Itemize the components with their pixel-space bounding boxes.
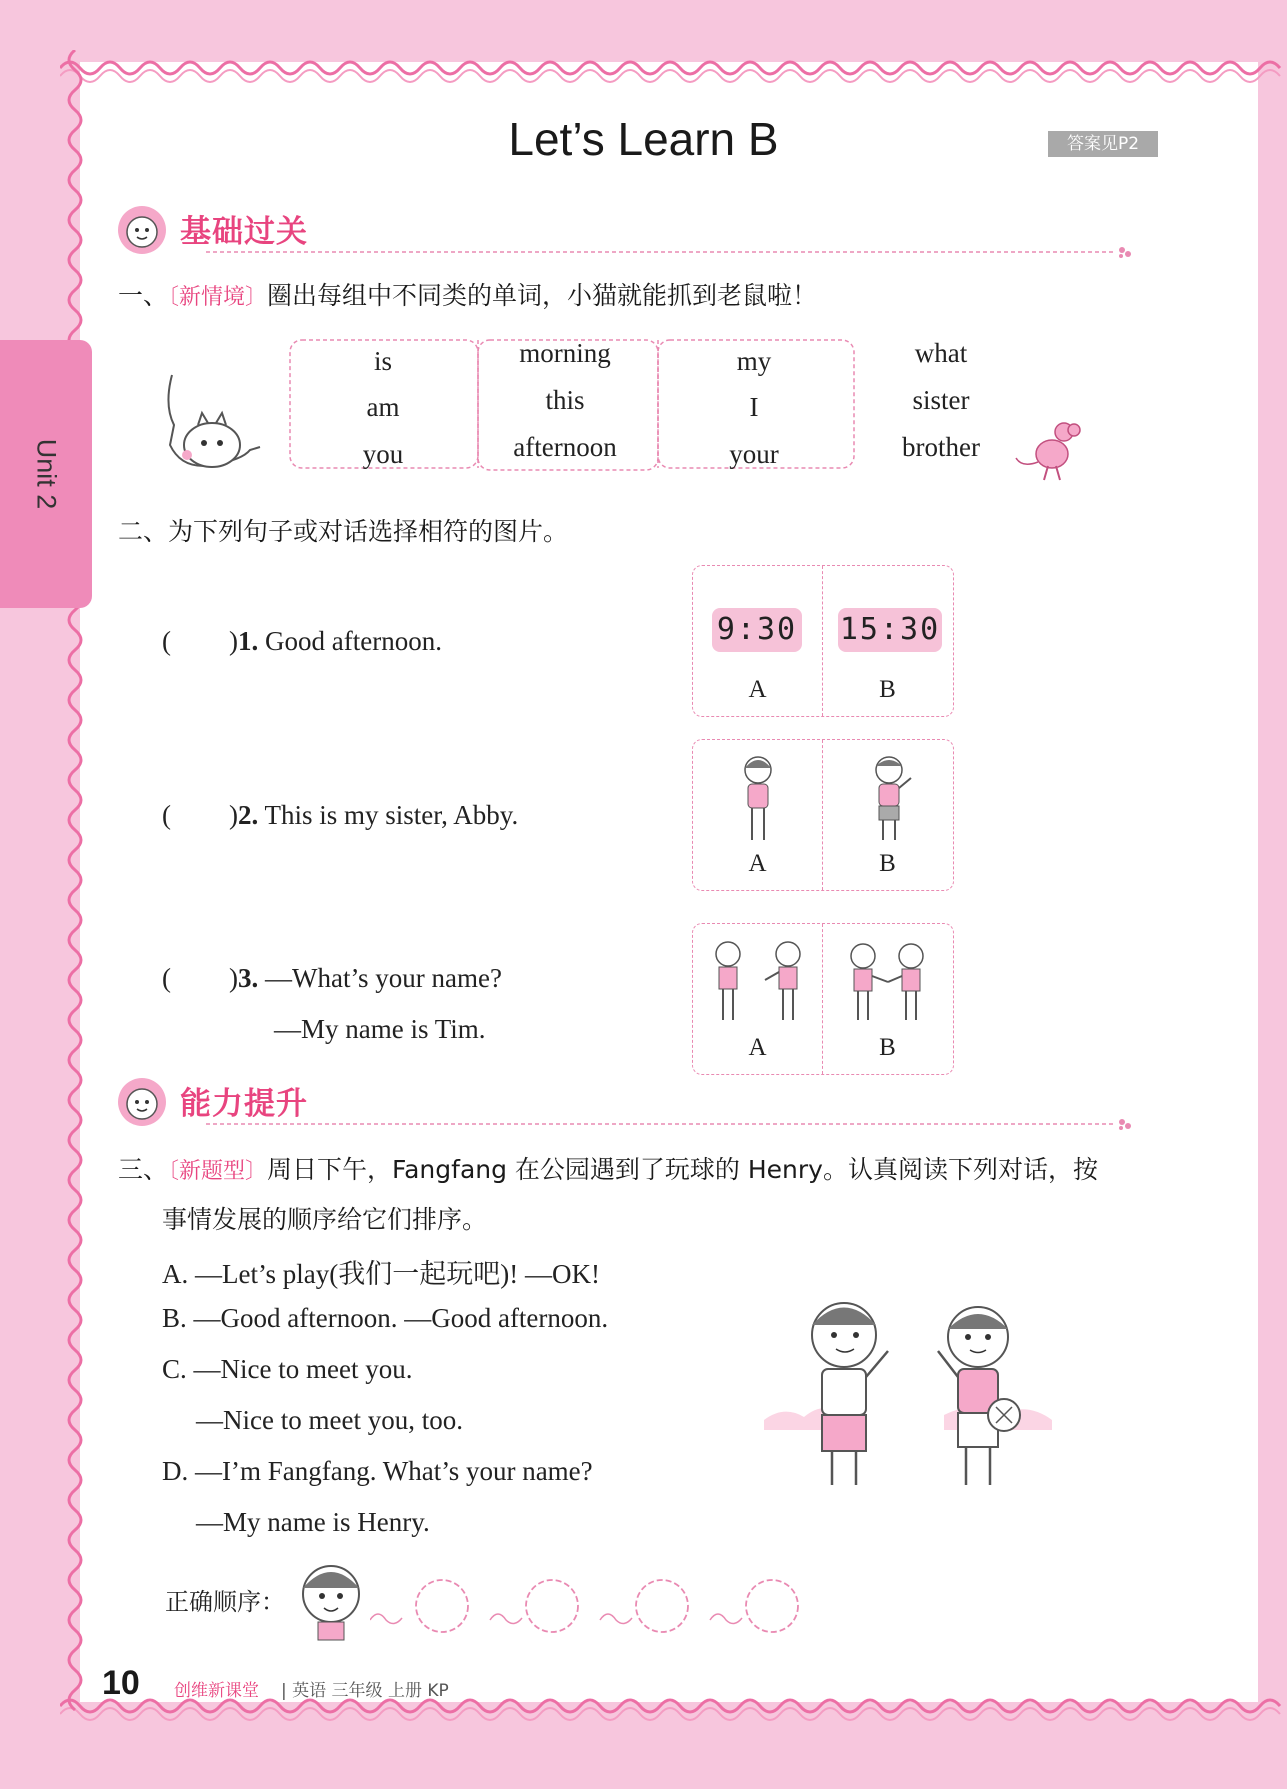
question-tag: 〔新题型〕 bbox=[168, 1159, 268, 1184]
answer-paren-open: ( bbox=[162, 800, 171, 830]
question-instruction: 圈出每组中不同类的单词，小猫就能抓到老鼠啦！ bbox=[267, 281, 818, 310]
question-3-instruction-line-2: 事情发展的顺序给它们排序。 bbox=[162, 1205, 488, 1234]
answer-paren-close: ) bbox=[229, 626, 238, 656]
page-title: Let’s Learn B bbox=[508, 113, 779, 165]
question-2-item-1 bbox=[162, 626, 442, 657]
decorative-top-border bbox=[60, 48, 1287, 88]
option-b-label[interactable]: B bbox=[879, 1034, 896, 1061]
dialogue-option-b: B. —Good afternoon. —Good afternoon. bbox=[162, 1303, 609, 1333]
option-b-label[interactable]: B bbox=[879, 850, 896, 877]
item-number: 1. bbox=[238, 626, 259, 656]
item-text: —What’s your name? bbox=[258, 963, 502, 993]
word-option[interactable]: this bbox=[545, 385, 585, 415]
word-group-3 bbox=[659, 340, 849, 470]
order-slot-4[interactable] bbox=[746, 1580, 798, 1632]
correct-order-label: 正确顺序： bbox=[165, 1588, 285, 1616]
fangfang-henry-illustration bbox=[764, 1285, 1054, 1500]
word-option[interactable]: afternoon bbox=[513, 432, 617, 462]
clock-display-b: 15:30 bbox=[838, 608, 942, 652]
question-2-item-3-line-2: —My name is Tim. bbox=[274, 1014, 486, 1044]
answer-paren-close: ) bbox=[229, 800, 238, 830]
picture-choice-3 bbox=[692, 923, 954, 1075]
word-option[interactable]: what bbox=[914, 338, 968, 368]
section-title-basics: 基础过关 bbox=[180, 214, 308, 250]
question-tag: 〔新情境〕 bbox=[168, 285, 268, 310]
item-number: 3. bbox=[238, 963, 259, 993]
section-divider bbox=[116, 1116, 1136, 1132]
item-text: This is my sister, Abby. bbox=[258, 800, 519, 830]
word-option[interactable]: am bbox=[366, 392, 400, 422]
question-2-heading bbox=[118, 512, 568, 548]
question-2-item-3 bbox=[162, 963, 502, 994]
word-option[interactable]: I bbox=[749, 392, 759, 422]
word-option[interactable]: brother bbox=[902, 432, 980, 462]
footer-book-info: | 英语 三年级 上册 KP bbox=[281, 1681, 449, 1701]
clock-display-a: 9:30 bbox=[712, 608, 802, 652]
question-number: 二、 bbox=[118, 517, 169, 546]
word-option[interactable]: morning bbox=[519, 338, 611, 368]
section-header-basics bbox=[116, 200, 1161, 260]
boy-illustration bbox=[861, 752, 917, 848]
option-a-label[interactable]: A bbox=[748, 1034, 767, 1061]
footer-brand: 创维新课堂 bbox=[174, 1681, 259, 1701]
answer-paren-open: ( bbox=[162, 626, 171, 656]
section-header-advanced bbox=[116, 1072, 1161, 1132]
picture-choice-1 bbox=[692, 565, 954, 717]
page-number: 10 bbox=[102, 1664, 140, 1702]
question-number: 三、 bbox=[118, 1155, 169, 1184]
girls-shaking-hands-illustration bbox=[833, 936, 943, 1032]
question-3-heading bbox=[118, 1150, 1098, 1186]
word-option[interactable]: my bbox=[736, 346, 772, 376]
question-1-heading bbox=[118, 276, 817, 312]
word-group-2 bbox=[470, 332, 660, 462]
dialogue-option-a: A. —Let’s play(我们一起玩吧)! —OK! bbox=[162, 1259, 600, 1289]
decorative-left-border bbox=[55, 50, 95, 1720]
unit-tab-label: Unit 2 bbox=[31, 438, 62, 510]
word-group-1 bbox=[288, 340, 478, 470]
girl-boy-talking-illustration bbox=[703, 936, 813, 1032]
item-text: Good afternoon. bbox=[258, 626, 442, 656]
option-a-label[interactable]: A bbox=[748, 850, 767, 877]
section-divider bbox=[116, 244, 1136, 260]
option-b-label[interactable]: B bbox=[879, 676, 896, 703]
cat-illustration bbox=[152, 365, 264, 480]
dialogue-option-c-line-2: —Nice to meet you, too. bbox=[196, 1405, 463, 1435]
answer-paren-close: ) bbox=[229, 963, 238, 993]
answer-reference-badge: 答案见P2 bbox=[1048, 131, 1158, 157]
answer-paren-open: ( bbox=[162, 963, 171, 993]
girl-illustration bbox=[733, 752, 783, 848]
option-a-label[interactable]: A bbox=[748, 676, 767, 703]
order-slot-3[interactable] bbox=[636, 1580, 688, 1632]
dialogue-option-c: C. —Nice to meet you. bbox=[162, 1354, 413, 1384]
section-title-advanced: 能力提升 bbox=[180, 1086, 308, 1122]
word-option[interactable]: your bbox=[729, 439, 779, 469]
girl-face-icon bbox=[296, 1556, 366, 1642]
item-number: 2. bbox=[238, 800, 259, 830]
dialogue-option-d-line-2: —My name is Henry. bbox=[196, 1507, 430, 1537]
word-option[interactable]: sister bbox=[912, 385, 970, 415]
dialogue-option-d: D. —I’m Fangfang. What’s your name? bbox=[162, 1456, 593, 1486]
order-slot-1[interactable] bbox=[416, 1580, 468, 1632]
question-instruction: 为下列句子或对话选择相符的图片。 bbox=[168, 517, 569, 546]
unit-tab bbox=[0, 340, 92, 608]
question-number: 一、 bbox=[118, 281, 169, 310]
word-group-4 bbox=[846, 332, 1036, 462]
question-2-item-2 bbox=[162, 800, 518, 831]
word-option[interactable]: you bbox=[362, 439, 404, 469]
order-slot-2[interactable] bbox=[526, 1580, 578, 1632]
word-option[interactable]: is bbox=[373, 346, 392, 376]
question-instruction: 周日下午，Fangfang 在公园遇到了玩球的 Henry。认真阅读下列对话，按 bbox=[267, 1155, 1098, 1184]
picture-choice-2 bbox=[692, 739, 954, 891]
mouse-illustration bbox=[1012, 418, 1084, 484]
